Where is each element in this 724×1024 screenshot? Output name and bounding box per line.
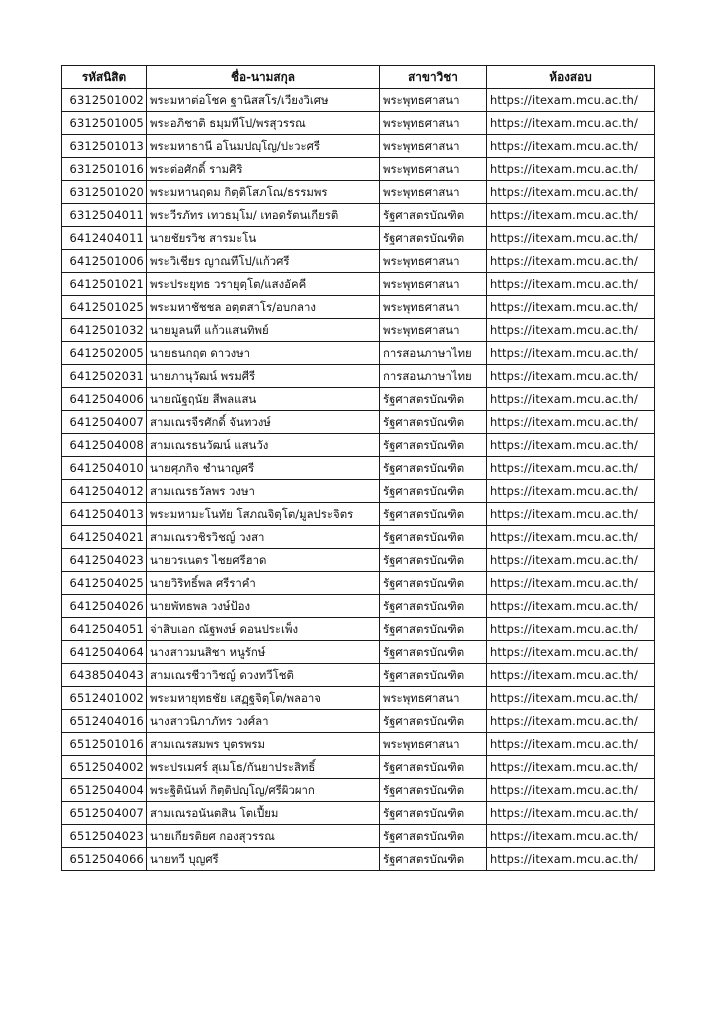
table-row	[62, 779, 655, 802]
exam-room-link[interactable]: https://itexam.mcu.ac.th/	[487, 526, 655, 549]
student-id-cell: 6412504010	[62, 457, 147, 480]
major-cell: รัฐศาสตรบัณฑิต	[380, 227, 487, 250]
major-cell: พระพุทธศาสนา	[380, 733, 487, 756]
student-id-cell: 6412504023	[62, 549, 147, 572]
table-row	[62, 480, 655, 503]
exam-room-link[interactable]: https://itexam.mcu.ac.th/	[487, 181, 655, 204]
full-name-cell: สามเณรวชิรวิชญ์ วงสา	[147, 526, 380, 549]
exam-room-link[interactable]: https://itexam.mcu.ac.th/	[487, 135, 655, 158]
major-cell: รัฐศาสตรบัณฑิต	[380, 710, 487, 733]
full-name-cell: นายเกียรติยศ กองสุวรรณ	[147, 825, 380, 848]
exam-room-link[interactable]: https://itexam.mcu.ac.th/	[487, 319, 655, 342]
student-id-cell: 6412504021	[62, 526, 147, 549]
exam-room-link[interactable]: https://itexam.mcu.ac.th/	[487, 825, 655, 848]
student-id-cell: 6312501020	[62, 181, 147, 204]
major-cell: รัฐศาสตรบัณฑิต	[380, 618, 487, 641]
exam-room-link[interactable]: https://itexam.mcu.ac.th/	[487, 733, 655, 756]
full-name-cell: พระมหาต่อโชค ฐานิสสโร/เวียงวิเศษ	[147, 89, 380, 112]
full-name-cell: พระอภิชาติ ธมฺมทีโป/พรสุวรรณ	[147, 112, 380, 135]
major-cell: รัฐศาสตรบัณฑิต	[380, 549, 487, 572]
table-row	[62, 457, 655, 480]
major-cell: รัฐศาสตรบัณฑิต	[380, 664, 487, 687]
exam-room-table	[61, 65, 655, 871]
major-cell: รัฐศาสตรบัณฑิต	[380, 802, 487, 825]
major-cell: รัฐศาสตรบัณฑิต	[380, 411, 487, 434]
major-cell: พระพุทธศาสนา	[380, 89, 487, 112]
table-row	[62, 434, 655, 457]
major-cell: พระพุทธศาสนา	[380, 181, 487, 204]
full-name-cell: พระมหาชัชชล อตฺตสาโร/อบกลาง	[147, 296, 380, 319]
table-row	[62, 158, 655, 181]
full-name-cell: นายพัทธพล วงษ์ป้อง	[147, 595, 380, 618]
table-row	[62, 664, 655, 687]
table-row	[62, 411, 655, 434]
student-id-cell: 6412502005	[62, 342, 147, 365]
major-cell: พระพุทธศาสนา	[380, 158, 487, 181]
major-cell: การสอนภาษาไทย	[380, 365, 487, 388]
header-student-id: รหัสนิสิต	[62, 66, 147, 89]
student-id-cell: 6412504007	[62, 411, 147, 434]
major-cell: การสอนภาษาไทย	[380, 342, 487, 365]
student-id-cell: 6412504051	[62, 618, 147, 641]
table-row	[62, 296, 655, 319]
table-row	[62, 526, 655, 549]
exam-room-link[interactable]: https://itexam.mcu.ac.th/	[487, 273, 655, 296]
full-name-cell: พระต่อศักดิ์ รามศิริ	[147, 158, 380, 181]
table-row	[62, 572, 655, 595]
major-cell: รัฐศาสตรบัณฑิต	[380, 779, 487, 802]
exam-room-link[interactable]: https://itexam.mcu.ac.th/	[487, 227, 655, 250]
major-cell: รัฐศาสตรบัณฑิต	[380, 641, 487, 664]
table-row	[62, 250, 655, 273]
major-cell: พระพุทธศาสนา	[380, 319, 487, 342]
full-name-cell: สามเณรธนวัฒน์ แสนวัง	[147, 434, 380, 457]
header-full-name: ชื่อ-นามสกุล	[147, 66, 380, 89]
exam-room-link[interactable]: https://itexam.mcu.ac.th/	[487, 595, 655, 618]
header-exam-room: ห้องสอบ	[487, 66, 655, 89]
table-row	[62, 503, 655, 526]
table-row	[62, 273, 655, 296]
full-name-cell: สามเณรชีวาวิชญ์ ดวงทวีโชติ	[147, 664, 380, 687]
full-name-cell: สามเณรธวัลพร วงษา	[147, 480, 380, 503]
full-name-cell: นายวรเนตร ไชยศรีฮาด	[147, 549, 380, 572]
exam-room-link[interactable]: https://itexam.mcu.ac.th/	[487, 802, 655, 825]
header-row	[62, 66, 655, 89]
exam-room-link[interactable]: https://itexam.mcu.ac.th/	[487, 250, 655, 273]
student-id-cell: 6512504007	[62, 802, 147, 825]
student-id-cell: 6312501005	[62, 112, 147, 135]
exam-room-link[interactable]: https://itexam.mcu.ac.th/	[487, 641, 655, 664]
table-row	[62, 365, 655, 388]
exam-room-link[interactable]: https://itexam.mcu.ac.th/	[487, 710, 655, 733]
student-id-cell: 6412501021	[62, 273, 147, 296]
table-row	[62, 756, 655, 779]
exam-room-link[interactable]: https://itexam.mcu.ac.th/	[487, 572, 655, 595]
full-name-cell: จ่าสิบเอก ณัฐพงษ์ ดอนประเพ็ง	[147, 618, 380, 641]
student-id-cell: 6312501013	[62, 135, 147, 158]
full-name-cell: นายวิริทธิ์พล ศรีราคำ	[147, 572, 380, 595]
full-name-cell: นายทวี บุญศรี	[147, 848, 380, 871]
full-name-cell: นายมูลนที แก้วแสนทิพย์	[147, 319, 380, 342]
full-name-cell: นางสาวนิภาภัทร วงศ์ลา	[147, 710, 380, 733]
table-row	[62, 595, 655, 618]
student-id-cell: 6412504026	[62, 595, 147, 618]
exam-room-link[interactable]: https://itexam.mcu.ac.th/	[487, 480, 655, 503]
major-cell: รัฐศาสตรบัณฑิต	[380, 595, 487, 618]
table-row	[62, 388, 655, 411]
exam-room-link[interactable]: https://itexam.mcu.ac.th/	[487, 779, 655, 802]
table-row	[62, 112, 655, 135]
table-row	[62, 319, 655, 342]
major-cell: รัฐศาสตรบัณฑิต	[380, 572, 487, 595]
full-name-cell: สามเณรสมพร บุตรพรม	[147, 733, 380, 756]
exam-room-link[interactable]: https://itexam.mcu.ac.th/	[487, 503, 655, 526]
header-major: สาขาวิชา	[380, 66, 487, 89]
exam-room-link[interactable]: https://itexam.mcu.ac.th/	[487, 848, 655, 871]
exam-room-link[interactable]: https://itexam.mcu.ac.th/	[487, 296, 655, 319]
table-body	[62, 89, 655, 871]
table-row	[62, 227, 655, 250]
student-id-cell: 6312501002	[62, 89, 147, 112]
major-cell: รัฐศาสตรบัณฑิต	[380, 526, 487, 549]
major-cell: พระพุทธศาสนา	[380, 135, 487, 158]
table-row	[62, 204, 655, 227]
exam-room-link[interactable]: https://itexam.mcu.ac.th/	[487, 664, 655, 687]
student-id-cell: 6512504004	[62, 779, 147, 802]
student-id-cell: 6512504066	[62, 848, 147, 871]
major-cell: พระพุทธศาสนา	[380, 296, 487, 319]
student-id-cell: 6412504012	[62, 480, 147, 503]
full-name-cell: นายศุภกิจ ชำนาญศรี	[147, 457, 380, 480]
exam-room-link[interactable]: https://itexam.mcu.ac.th/	[487, 457, 655, 480]
exam-room-link[interactable]: https://itexam.mcu.ac.th/	[487, 434, 655, 457]
exam-room-link[interactable]: https://itexam.mcu.ac.th/	[487, 687, 655, 710]
table-row	[62, 825, 655, 848]
full-name-cell: พระวีรภัทร เทวธมฺโม/ เทอดรัตนเกียรติ	[147, 204, 380, 227]
full-name-cell: นายชัยรวิช สารมะโน	[147, 227, 380, 250]
student-id-cell: 6412504025	[62, 572, 147, 595]
document-page	[61, 65, 655, 871]
exam-room-link[interactable]: https://itexam.mcu.ac.th/	[487, 618, 655, 641]
major-cell: รัฐศาสตรบัณฑิต	[380, 825, 487, 848]
student-id-cell: 6412501032	[62, 319, 147, 342]
major-cell: รัฐศาสตรบัณฑิต	[380, 434, 487, 457]
major-cell: พระพุทธศาสนา	[380, 250, 487, 273]
student-id-cell: 6512501016	[62, 733, 147, 756]
table-row	[62, 135, 655, 158]
student-id-cell: 6512404016	[62, 710, 147, 733]
full-name-cell: นายภานุวัฒน์ พรมศีรี	[147, 365, 380, 388]
major-cell: รัฐศาสตรบัณฑิต	[380, 388, 487, 411]
table-row	[62, 618, 655, 641]
full-name-cell: พระฐิตินันท์ กิตฺติปญฺโญ/ศรีผิวผาก	[147, 779, 380, 802]
student-id-cell: 6412501025	[62, 296, 147, 319]
full-name-cell: พระปรเมศร์ สุเมโธ/กันยาประสิทธิ์	[147, 756, 380, 779]
exam-room-link[interactable]: https://itexam.mcu.ac.th/	[487, 756, 655, 779]
student-id-cell: 6412502031	[62, 365, 147, 388]
exam-room-link[interactable]: https://itexam.mcu.ac.th/	[487, 365, 655, 388]
full-name-cell: สามเณรอนันตสิน โตเปี้ยม	[147, 802, 380, 825]
major-cell: พระพุทธศาสนา	[380, 273, 487, 296]
major-cell: รัฐศาสตรบัณฑิต	[380, 457, 487, 480]
full-name-cell: สามเณรจีรศักดิ์ จันทวงษ์	[147, 411, 380, 434]
major-cell: รัฐศาสตรบัณฑิต	[380, 480, 487, 503]
exam-room-link[interactable]: https://itexam.mcu.ac.th/	[487, 549, 655, 572]
student-id-cell: 6412404011	[62, 227, 147, 250]
exam-room-link[interactable]: https://itexam.mcu.ac.th/	[487, 204, 655, 227]
student-id-cell: 6412504064	[62, 641, 147, 664]
full-name-cell: พระประยุทธ วรายุตฺโต/แสงอัคคี	[147, 273, 380, 296]
exam-room-link[interactable]: https://itexam.mcu.ac.th/	[487, 112, 655, 135]
exam-room-link[interactable]: https://itexam.mcu.ac.th/	[487, 89, 655, 112]
student-id-cell: 6312504011	[62, 204, 147, 227]
table-row	[62, 848, 655, 871]
student-id-cell: 6512504002	[62, 756, 147, 779]
table-row	[62, 342, 655, 365]
full-name-cell: พระมหามะโนทัย โสภณจิตฺโต/มูลประจิตร	[147, 503, 380, 526]
table-header	[62, 66, 655, 89]
student-id-cell: 6512401002	[62, 687, 147, 710]
major-cell: รัฐศาสตรบัณฑิต	[380, 204, 487, 227]
full-name-cell: พระมหานฤดม กิตฺติโสภโณ/ธรรมพร	[147, 181, 380, 204]
major-cell: รัฐศาสตรบัณฑิต	[380, 756, 487, 779]
table-row	[62, 89, 655, 112]
full-name-cell: พระมหาธานี อโนมปญฺโญ/ปะวะศรี	[147, 135, 380, 158]
table-row	[62, 549, 655, 572]
student-id-cell: 6412504006	[62, 388, 147, 411]
table-row	[62, 710, 655, 733]
full-name-cell: พระวิเชียร ญาณทีโป/แก้วศรี	[147, 250, 380, 273]
table-row	[62, 733, 655, 756]
student-id-cell: 6512504023	[62, 825, 147, 848]
table-row	[62, 687, 655, 710]
major-cell: พระพุทธศาสนา	[380, 687, 487, 710]
table-row	[62, 802, 655, 825]
full-name-cell: นายณัฐฤนัย สีพลแสน	[147, 388, 380, 411]
exam-room-link[interactable]: https://itexam.mcu.ac.th/	[487, 342, 655, 365]
major-cell: รัฐศาสตรบัณฑิต	[380, 848, 487, 871]
student-id-cell: 6412504013	[62, 503, 147, 526]
student-id-cell: 6438504043	[62, 664, 147, 687]
exam-room-link[interactable]: https://itexam.mcu.ac.th/	[487, 388, 655, 411]
table-row	[62, 181, 655, 204]
major-cell: รัฐศาสตรบัณฑิต	[380, 503, 487, 526]
student-id-cell: 6412501006	[62, 250, 147, 273]
full-name-cell: นางสาวมนสิชา หนูรักษ์	[147, 641, 380, 664]
student-id-cell: 6312501016	[62, 158, 147, 181]
student-id-cell: 6412504008	[62, 434, 147, 457]
full-name-cell: นายธนกฤต ดาวงษา	[147, 342, 380, 365]
table-row	[62, 641, 655, 664]
major-cell: พระพุทธศาสนา	[380, 112, 487, 135]
exam-room-link[interactable]: https://itexam.mcu.ac.th/	[487, 158, 655, 181]
full-name-cell: พระมหายุทธชัย เสฏฺฐจิตฺโต/พลอาจ	[147, 687, 380, 710]
exam-room-link[interactable]: https://itexam.mcu.ac.th/	[487, 411, 655, 434]
